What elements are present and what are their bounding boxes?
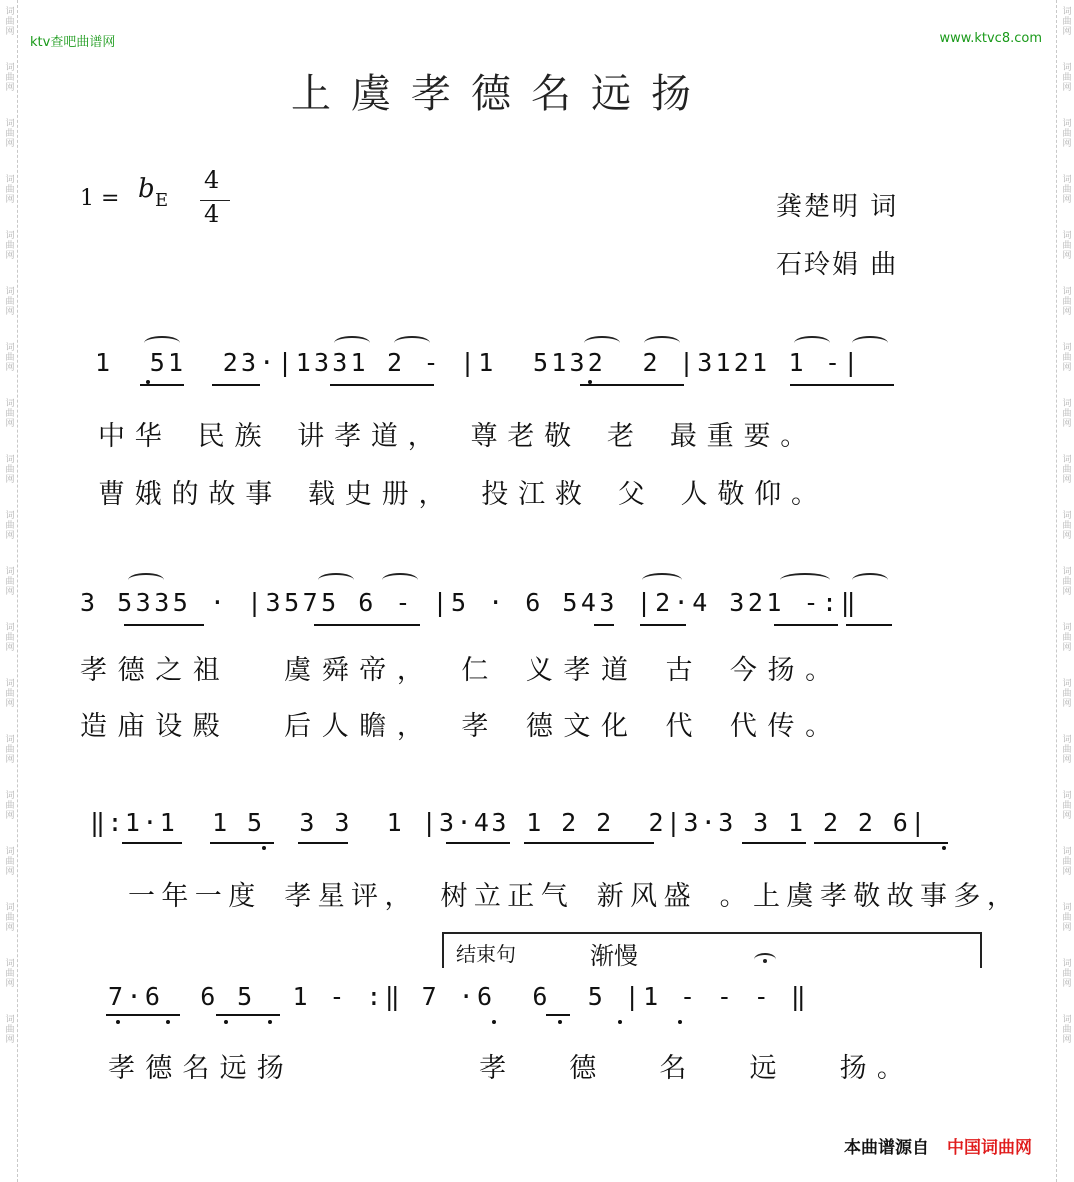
low-octave-dot [116,1020,120,1024]
slur-mark [780,573,830,587]
slur-mark [382,573,418,587]
key-label: 1 = [80,186,120,211]
beam-underline [640,624,686,626]
notation-line-2: 3 5335 · |3575 6 - |5 · 6 543 |2·4 321 -:‖ [80,588,860,617]
lyrics-line-2-verse-1: 孝德之祖 虞舜帝， 仁 义孝道 古 今扬。 [80,655,843,686]
source-prefix: 本曲谱源自 [844,1138,929,1158]
notation-line-3: ‖:1·1 1 5 3 3 1 |3·43 1 2 2 2|3·3 3 1 2 2 6| [90,808,928,837]
key-note: E [155,190,169,211]
beam-underline [594,624,614,626]
lyricist-credit: 龚楚明 词 [776,192,899,222]
final-ending-bracket [442,932,982,968]
slur-mark [334,336,370,350]
beam-underline [314,624,420,626]
beam-underline [446,842,510,844]
low-octave-dot [588,380,592,384]
slur-mark [318,573,354,587]
low-octave-dot [678,1020,682,1024]
right-margin-watermark: 词曲网 词曲网 词曲网 词曲网 词曲网 词曲网 词曲网 词曲网 词曲网 词曲网 词曲网 词曲网 词曲网 词曲网 词曲网 词曲网 词曲网 词曲网 词曲网 [1056,0,1074,1182]
beam-underline [846,624,892,626]
beam-underline [140,384,184,386]
source-brand-link[interactable]: 中国词曲网 [947,1138,1032,1158]
notation-line-4: 7·6 6 5 1 - :‖ 7 ·6 6 5 |1 - - - ‖ [108,982,810,1011]
beam-underline [330,384,434,386]
slur-mark [852,336,888,350]
composer-credit: 石玲娟 曲 [776,250,899,280]
low-octave-dot [558,1020,562,1024]
ending-label: 结束句 [456,942,516,966]
slur-mark [794,336,830,350]
song-title: 上虞孝德名远扬 [291,71,711,117]
slur-mark [394,336,430,350]
low-octave-dot [492,1020,496,1024]
low-octave-dot [262,846,266,850]
slur-mark [584,336,620,350]
lyrics-line-1-verse-2: 曹娥的故事 载史册， 投江救 父 人敬仰。 [98,479,828,510]
low-octave-dot [166,1020,170,1024]
low-octave-dot [146,380,150,384]
lyrics-line-3-chorus: 一年一度 孝星评， 树立正气 新风盛 。上虞孝敬故事多， [128,881,1021,912]
beam-underline [122,842,182,844]
fermata-icon [754,953,776,966]
low-octave-dot [268,1020,272,1024]
beam-underline [210,842,274,844]
slur-mark [128,573,164,587]
slur-mark [144,336,180,350]
beam-underline [814,842,948,844]
beam-underline [790,384,894,386]
key-flat-sign: b [138,174,155,204]
time-signature-bottom: 4 [204,200,220,228]
time-signature-top: 4 [204,166,220,194]
beam-underline [298,842,348,844]
beam-underline [580,384,684,386]
lyrics-line-4: 孝德名远扬 孝 德 名 远 扬。 [108,1053,915,1084]
slur-mark [642,573,682,587]
beam-underline [774,624,838,626]
notation-line-1: 1 51 23·|1331 2 - |1 5132 2 |3121 1 -| [95,348,862,377]
low-octave-dot [942,846,946,850]
source-credit [844,1133,1032,1158]
lyrics-line-2-verse-2: 造庙设殿 后人瞻， 孝 德文化 代 代传。 [80,711,843,742]
ritardando-label: 渐慢 [590,942,638,970]
beam-underline [742,842,806,844]
low-octave-dot [618,1020,622,1024]
site-watermark-right: www.ktvc8.com [939,31,1042,46]
beam-underline [124,624,204,626]
lyrics-line-1-verse-1: 中华 民族 讲孝道， 尊老敬 老 最重要。 [98,421,818,452]
beam-underline [216,1014,280,1016]
left-margin-watermark: 词曲网 词曲网 词曲网 词曲网 词曲网 词曲网 词曲网 词曲网 词曲网 词曲网 词曲网 词曲网 词曲网 词曲网 词曲网 词曲网 词曲网 词曲网 词曲网 [0,0,18,1182]
beam-underline [524,842,654,844]
beam-underline [106,1014,180,1016]
slur-mark [852,573,888,587]
site-watermark-left: ktv查吧曲谱网 [30,35,116,50]
beam-underline [212,384,260,386]
beam-underline [546,1014,570,1016]
slur-mark [644,336,680,350]
low-octave-dot [224,1020,228,1024]
